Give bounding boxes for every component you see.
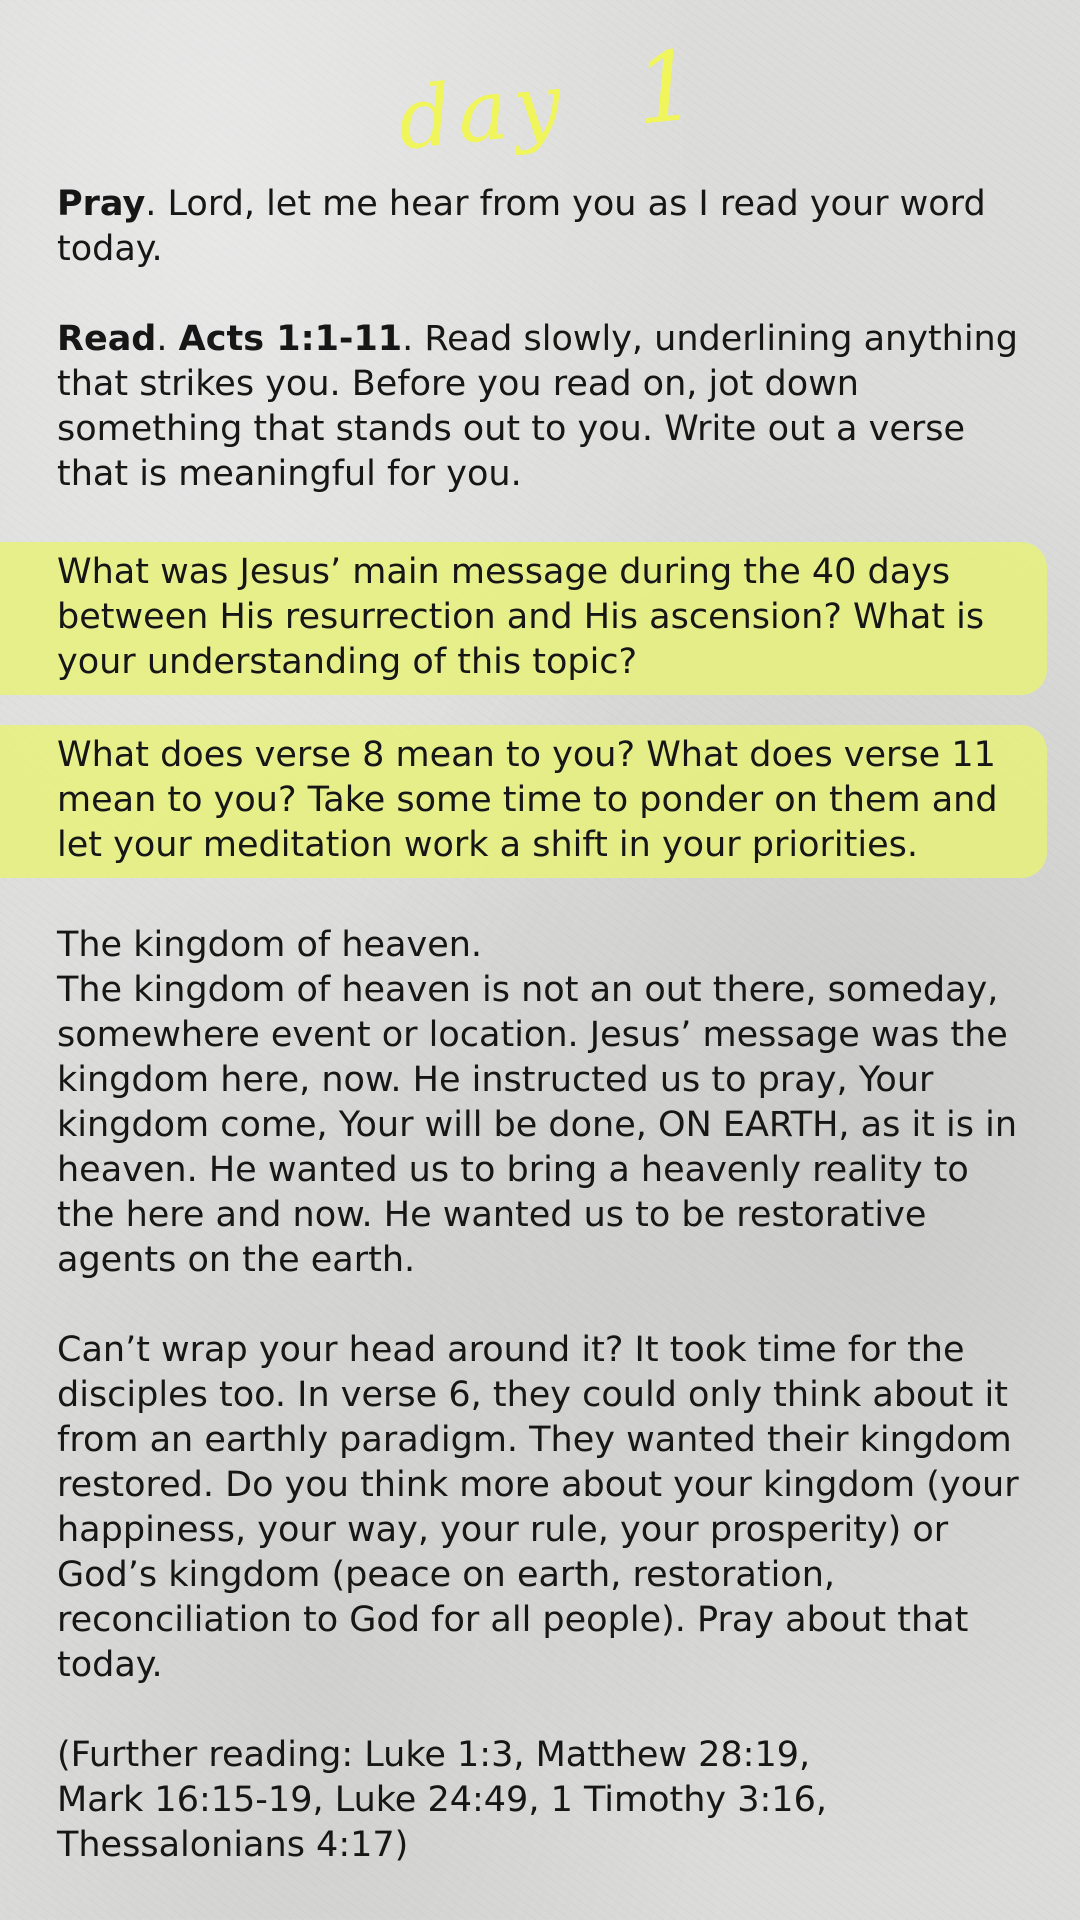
highlighted-question: What was Jesus’ main message during the 40 days between His resurrection and His ascension? What is your understanding of this topic? — [0, 542, 1047, 695]
read-paragraph — [57, 317, 1025, 497]
further-reading-line: Thessalonians 4:17) — [57, 1825, 409, 1865]
highlighted-question: What does verse 8 mean to you? What does verse 11 mean to you? Take some time to ponder on them and let your meditation work a shift in your priorities. — [0, 725, 1047, 878]
reflection-paragraph: Can’t wrap your head around it? It took time for the disciples too. In verse 6, they could only think about it from an earthly paradigm. They wanted their kingdom restored. Do you think more about your kingdom (your happiness, your way, your rule, your prosperity) or God’s kingdom (peace on earth, restoration, reconciliation to God for all people). Pray about that today. — [57, 1330, 1019, 1685]
pray-paragraph — [57, 182, 1025, 272]
read-passage: Acts 1:1-11 — [178, 319, 403, 359]
day-word: day — [392, 53, 572, 169]
pray-text: . Lord, let me hear from you as I read your word today. — [57, 184, 986, 269]
reflection-title: The kingdom of heaven. — [57, 925, 483, 965]
day-number: 1 — [629, 28, 709, 147]
day-heading — [8, 0, 1080, 204]
pray-label: Pray — [57, 184, 146, 224]
read-text: . Read slowly, underlining anything that strikes you. Before you read on, jot down something that stands out to you. Write out a verse that is meaningful for you. — [57, 319, 1018, 494]
further-reading-line: Mark 16:15-19, Luke 24:49, 1 Timothy 3:16, — [57, 1780, 827, 1820]
further-reading — [57, 1733, 1025, 1868]
reflection-paragraph: The kingdom of heaven is not an out there, someday, somewhere event or location. Jesus’ message was the kingdom here, now. He instructed us to pray, Your kingdom come, Your will be done, ON EARTH, as it is in heaven. He wanted us to bring a heavenly reality to the here and now. He wanted us to be restorative agents on the earth. — [57, 970, 1018, 1280]
further-reading-line: (Further reading: Luke 1:3, Matthew 28:19, — [57, 1735, 811, 1775]
read-label: Read — [57, 319, 157, 359]
read-separator: . — [156, 319, 179, 359]
devotional-content — [57, 182, 1025, 1868]
